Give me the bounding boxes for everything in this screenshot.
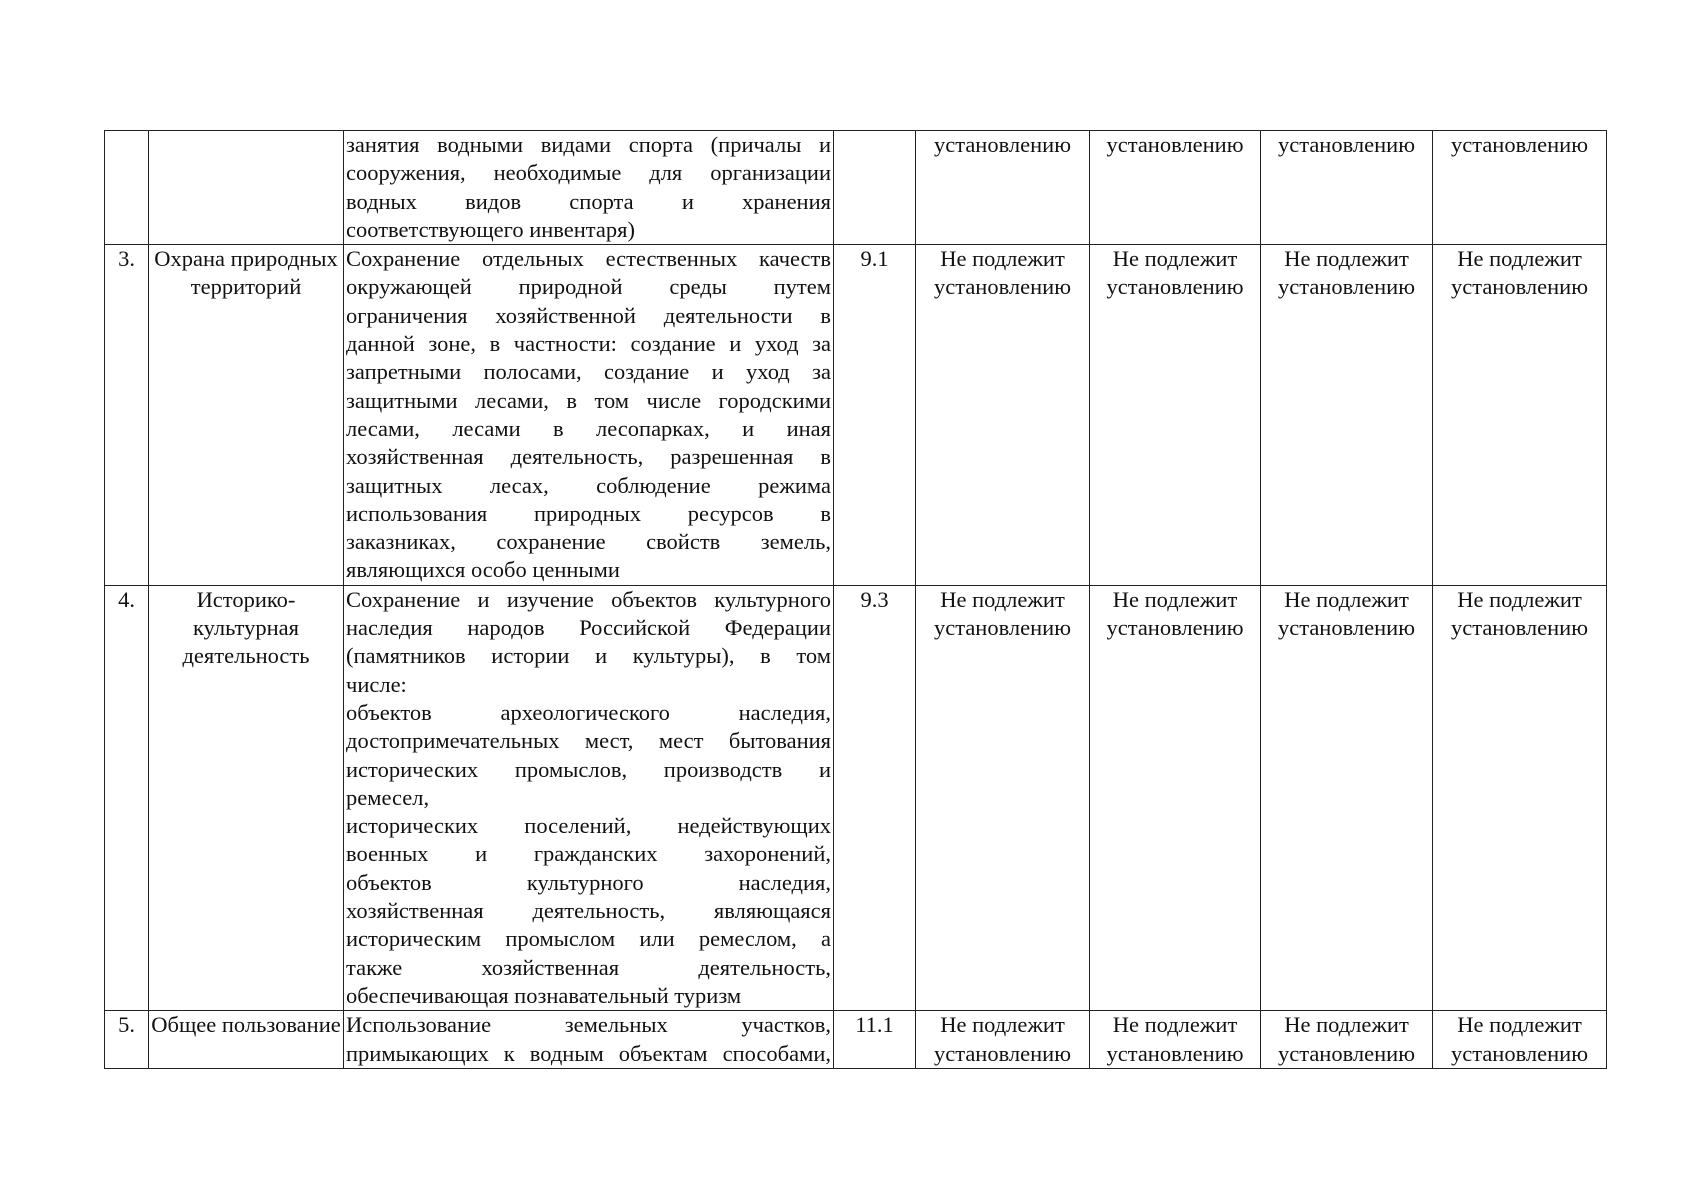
description-line: защитных лесах, соблюдение режима — [346, 472, 831, 498]
description-line: запретными полосами, создание и уход за — [346, 359, 831, 385]
parameter-cell: Не подлежит установлению — [916, 585, 1090, 1010]
parameter-cell: Не подлежит установлению — [1433, 245, 1607, 586]
use-code: 9.3 — [834, 585, 916, 1010]
parameter-cell: установлению — [1433, 131, 1607, 245]
parameter-cell: Не подлежит установлению — [1090, 1011, 1261, 1069]
description-line: исторических поселений, недействующих — [346, 813, 831, 839]
use-code: 11.1 — [834, 1011, 916, 1069]
description-line: лесами, лесами в лесопарках, и иная — [346, 415, 831, 441]
parameter-cell: Не подлежит установлению — [916, 245, 1090, 586]
description-line: водных видов спорта и хранения — [346, 188, 831, 214]
use-description — [344, 245, 834, 586]
parameter-cell: Не подлежит установлению — [1090, 245, 1261, 586]
description-line: Сохранение и изучение объектов культурного — [346, 586, 831, 612]
description-line: соответствующего инвентаря) — [346, 216, 635, 242]
table-body — [105, 131, 1607, 1069]
table-row — [105, 245, 1607, 586]
description-line: Сохранение отдельных естественных качеств — [346, 246, 831, 272]
use-code — [834, 131, 916, 245]
row-number: 3. — [105, 245, 149, 586]
description-line: объектов археологического наследия, — [346, 699, 831, 725]
use-type-name — [149, 131, 344, 245]
parameter-cell: Не подлежит установлению — [1261, 1011, 1433, 1069]
table-row — [105, 131, 1607, 245]
use-type-name: Охрана природных территорий — [149, 245, 344, 586]
description-line: историческим промыслом или ремеслом, а — [346, 926, 831, 952]
row-number — [105, 131, 149, 245]
description-line: хозяйственная деятельность, разрешенная в — [346, 444, 831, 470]
description-line: достопримечательных мест, мест бытования — [346, 728, 831, 754]
description-line: ограничения хозяйственной деятельности в — [346, 302, 831, 328]
parameter-cell: Не подлежит установлению — [1090, 585, 1261, 1010]
description-line: исторических промыслов, производств и — [346, 756, 831, 782]
table-row — [105, 585, 1607, 1010]
description-line: также хозяйственная деятельность, — [346, 954, 831, 980]
use-code: 9.1 — [834, 245, 916, 586]
regulations-table — [104, 130, 1607, 1069]
description-line: числе: — [346, 671, 407, 697]
use-description — [344, 131, 834, 245]
description-line: (памятников истории и культуры), в том — [346, 643, 831, 669]
use-type-name: Общее пользование — [149, 1011, 344, 1069]
description-line: военных и гражданских захоронений, — [346, 841, 831, 867]
parameter-cell: установлению — [1261, 131, 1433, 245]
parameter-cell: Не подлежит установлению — [1261, 245, 1433, 586]
description-line: являющихся особо ценными — [346, 557, 620, 583]
table-row — [105, 1011, 1607, 1069]
description-line: обеспечивающая познавательный туризм — [346, 982, 742, 1008]
parameter-cell: Не подлежит установлению — [1261, 585, 1433, 1010]
description-line: заказниках, сохранение свойств земель, — [346, 529, 831, 555]
parameter-cell: установлению — [1090, 131, 1261, 245]
parameter-cell: Не подлежит установлению — [1433, 1011, 1607, 1069]
description-line: занятия водными видами спорта (причалы и — [346, 132, 831, 157]
description-line: ремесел, — [346, 784, 430, 810]
description-line: защитными лесами, в том числе городскими — [346, 387, 831, 413]
use-description — [344, 1011, 834, 1069]
description-line: наследия народов Российской Федерации — [346, 615, 831, 641]
description-line: хозяйственная деятельность, являющаяся — [346, 898, 831, 924]
use-description — [344, 585, 834, 1010]
description-line: окружающей природной среды путем — [346, 274, 831, 300]
row-number: 5. — [105, 1011, 149, 1069]
description-line: объектов культурного наследия, — [346, 869, 831, 895]
description-line: использования природных ресурсов в — [346, 500, 831, 526]
description-line: данной зоне, в частности: создание и уход за — [346, 331, 831, 357]
parameter-cell: Не подлежит установлению — [1433, 585, 1607, 1010]
description-line: сооружения, необходимые для организации — [346, 160, 831, 186]
description-line: Использование земельных участков, — [346, 1012, 831, 1038]
row-number: 4. — [105, 585, 149, 1010]
parameter-cell: установлению — [916, 131, 1090, 245]
use-type-name: Историко-культурная деятельность — [149, 585, 344, 1010]
description-line: примыкающих к водным объектам способами, — [346, 1040, 831, 1066]
parameter-cell: Не подлежит установлению — [916, 1011, 1090, 1069]
